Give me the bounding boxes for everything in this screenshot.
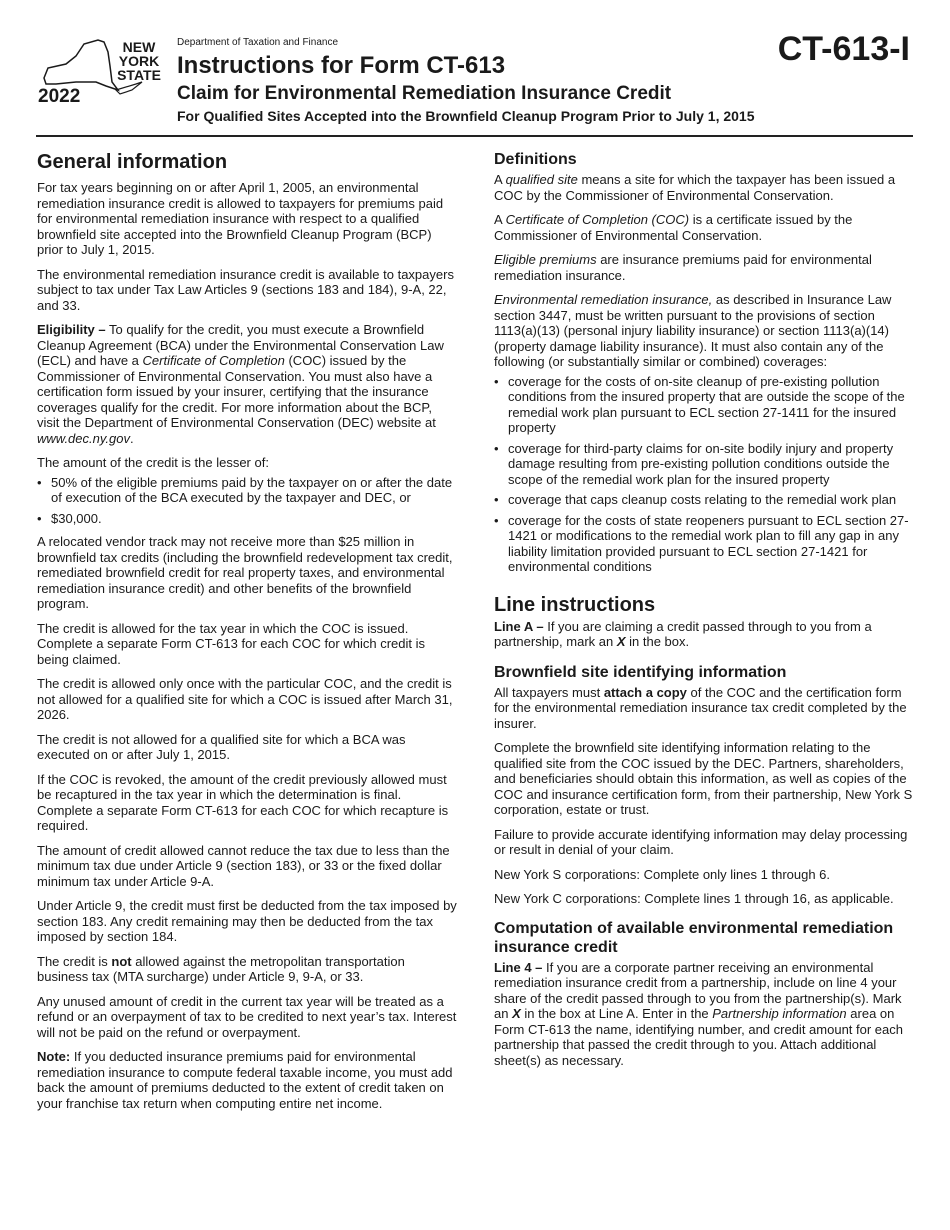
term: Partnership information [712, 1006, 847, 1021]
right-column [494, 150, 914, 1077]
line-a-instruction [494, 619, 914, 650]
form-year: 2022 [38, 86, 81, 107]
definitions-heading: Definitions [494, 151, 577, 168]
definition [494, 212, 914, 243]
term: qualified site [505, 172, 578, 187]
term: Certificate of Completion [142, 353, 285, 368]
note-paragraph [37, 1049, 457, 1111]
text-run: If you are claiming a credit passed through to you from a partnership, mark an [494, 618, 872, 649]
text-run: All taxpayers must [494, 684, 604, 700]
definition [494, 292, 914, 370]
coverages-list [494, 374, 914, 575]
text-run: . [129, 430, 134, 446]
credit-amount-list [37, 475, 457, 527]
paragraph: Failure to provide accurate identifying information may delay processing or result in denial of your claim. [494, 826, 908, 857]
page-subtitle: Claim for Environmental Remediation Insurance Credit [177, 83, 672, 104]
text-run: To qualify for the credit, you must execute a Brownfield Cleanup Agreement (BCA) under the Environmental Conservation Law (ECL) and have a [37, 322, 444, 368]
eligibility-label: Eligibility – [37, 322, 106, 337]
page-title: Instructions for Form CT-613 [177, 52, 506, 79]
header-divider [36, 135, 913, 137]
list-item: • coverage that caps cleanup costs relating to the remedial work plan [494, 492, 914, 508]
text-run: If you deducted insurance premiums paid for environmental remediation insurance to compute federal taxable income, you must add back the amount of premiums deducted to the extent of credit taken on your franchise tax return when computing entire net income. [37, 1049, 453, 1111]
line-instructions-heading: Line instructions [494, 593, 656, 616]
list-item: • 50% of the eligible premiums paid by the taxpayer on or after the date of execution of the BCA executed by the taxpayer and DEC, or [37, 475, 457, 506]
general-information-heading: General information [37, 151, 228, 173]
emphasis: attach a copy [603, 684, 687, 700]
paragraph: For tax years beginning on or after April 1, 2005, an environmental remediation insurance credit is allowed to taxpayers for premiums paid for environmental remediation insurance with respect to a qualified brownfield site accepted into the Brownfield Cleanup Program (BCP) prior to July 1, 2015. [37, 180, 444, 257]
paragraph: If the COC is revoked, the amount of the credit previously allowed must be recaptured in the tax year in which the determination is final. Complete a separate Form CT-613 for each COC for which recapture is required. [37, 771, 449, 833]
term: Certificate of Completion (COC) [505, 212, 690, 227]
list-item: • coverage for third-party claims for on-site bodily injury and property damage resulting from pre-existing pollution conditions outside the scope of the remedial work plan for the insured property [494, 441, 914, 488]
text-run: of the COC and the certification form for the environmental remediation insurance tax credit completed by the insurer. [494, 684, 907, 731]
paragraph: The credit is allowed for the tax year in which the COC is issued. Complete a separate Form CT-613 for each COC for which credit is being claimed. [37, 620, 425, 667]
list-item: • coverage for the costs of on-site cleanup of pre-existing pollution conditions from the insured property that are outside the scope of the remedial work plan pursuant to ECL section 27-1411 for the insured property [494, 374, 914, 436]
form-number: CT-613-I [777, 30, 910, 68]
line-4-instruction [494, 960, 914, 1069]
paragraph: The amount of credit allowed cannot reduce the tax due to less than the minimum tax due under Article 9 (section 183), or 33 or the fixed dollar minimum tax under Article 9-A. [37, 842, 450, 889]
text-run: means a site for which the taxpayer has been issued a COC by the Commissioner of Environmental Conservation. [494, 172, 896, 203]
paragraph: A relocated vendor track may not receive more than $25 million in brownfield tax credits (including the brownfield redevelopment tax credit, remediated brownfield credit for real property taxes, and environmental remediation insurance credit) and other benefits of the brownfield program. [37, 534, 453, 611]
logo-text: NEW YORK STATE [117, 39, 161, 83]
text-run: is a certificate issued by the Commissioner of Environmental Conservation. [494, 212, 853, 243]
text-run: are insurance premiums paid for environmental remediation insurance. [494, 252, 872, 283]
text-run: A [494, 172, 506, 187]
dec-website-link[interactable]: www.dec.ny.gov [37, 430, 130, 446]
paragraph: New York S corporations: Complete only lines 1 through 6. [494, 866, 831, 882]
line-a-label: Line A – [494, 618, 544, 634]
paragraph: The amount of the credit is the lesser of: [37, 455, 269, 470]
text-run: A [494, 212, 506, 227]
list-item: • coverage for the costs of state reopeners pursuant to ECL section 27-1421 or modifications to the remedial work plan to fill any gap in any liability limitation provided pursuant to ECL section 27-1421 for environmental conditions [494, 513, 914, 575]
term: Environmental remediation insurance, [494, 292, 713, 307]
definition [494, 252, 914, 283]
paragraph: The credit is not allowed for a qualified site for which a BCA was executed on or after July 1, 2015. [37, 731, 406, 762]
term: Eligible premiums [494, 252, 597, 267]
paragraph: Under Article 9, the credit must first be deducted from the tax imposed by section 183. Any credit remaining may then be deducted from the tax imposed by section 184. [37, 898, 457, 944]
text-run: as described in Insurance Law section 3447, must be written pursuant to the provisions of section 1113(a)(13) (personal injury liability insurance) or section 1113(a)(14) (property damage liability insurance). It must also contain any of the following (or substantially similar or combined) coverages: [494, 292, 892, 369]
text-run: allowed against the metropolitan transportation business tax (MTA surcharge) under Article 9, 9-A, or 33. [37, 953, 405, 984]
eligibility-paragraph [37, 322, 457, 446]
text-run: in the box. [625, 634, 690, 649]
text-run: in the box at Line A. Enter in the [520, 1006, 713, 1021]
paragraph: The environmental remediation insurance credit is available to taxpayers subject to tax under Tax Law Articles 9 (sections 183 and 184), 9-A, 22, and 33. [37, 266, 454, 313]
note-label: Note: [37, 1049, 71, 1064]
line-4-label: Line 4 – [494, 959, 543, 975]
definition [494, 172, 914, 203]
paragraph: The credit is allowed only once with the particular COC, and the credit is not allowed for a qualified site for which a COC is issued after March 31, 2026. [37, 676, 453, 722]
brownfield-heading: Brownfield site identifying information [494, 663, 787, 681]
computation-heading: Computation of available environmental remediation insurance credit [494, 919, 894, 956]
paragraph [494, 685, 914, 732]
paragraph [37, 954, 457, 985]
mark-x: X [512, 1006, 521, 1021]
page-subsubtitle: For Qualified Sites Accepted into the Brownfield Cleanup Program Prior to July 1, 2015 [177, 108, 755, 124]
list-item: • $30,000. [37, 511, 457, 527]
left-column [37, 150, 457, 1120]
emphasis: not [111, 953, 132, 969]
text-run: The credit is [37, 953, 112, 969]
paragraph: Any unused amount of credit in the current tax year will be treated as a refund or an overpayment of tax to be credited to next year’s tax. Interest will not be paid on the refund or overpayment. [37, 993, 457, 1040]
paragraph: New York C corporations: Complete lines 1 through 16, as applicable. [494, 891, 894, 906]
nys-logo [36, 38, 161, 108]
mark-x: X [616, 634, 626, 649]
text-run: (COC) issued by the Commissioner of Environmental Conservation. You must also have a certification form issued by your insurer, certifying that the insurance coverages qualify for the credit. For more information about the BCP, visit the Department of Environmental Conservation (DEC) website at [37, 353, 436, 430]
page-header [0, 0, 950, 140]
department-name: Department of Taxation and Finance [177, 37, 339, 48]
text-run: If you are a corporate partner receiving an environmental remediation insurance credit from a partnership, include on line 4 your share of the credit passed through to you from the partnership(s). Mark an [494, 959, 902, 1021]
paragraph: Complete the brownfield site identifying information relating to the qualified site from the COC issued by the DEC. Partners, shareholders, and beneficiaries should obtain this information, as well as copies of the COC and insurance certification form, from their partnership, New York S corporation, estate or trust. [494, 740, 913, 817]
text-run: area on Form CT-613 the name, identifying number, and credit amount for each partnership that passed the credit through to you. Attach additional sheet(s) as necessary. [494, 1006, 903, 1068]
